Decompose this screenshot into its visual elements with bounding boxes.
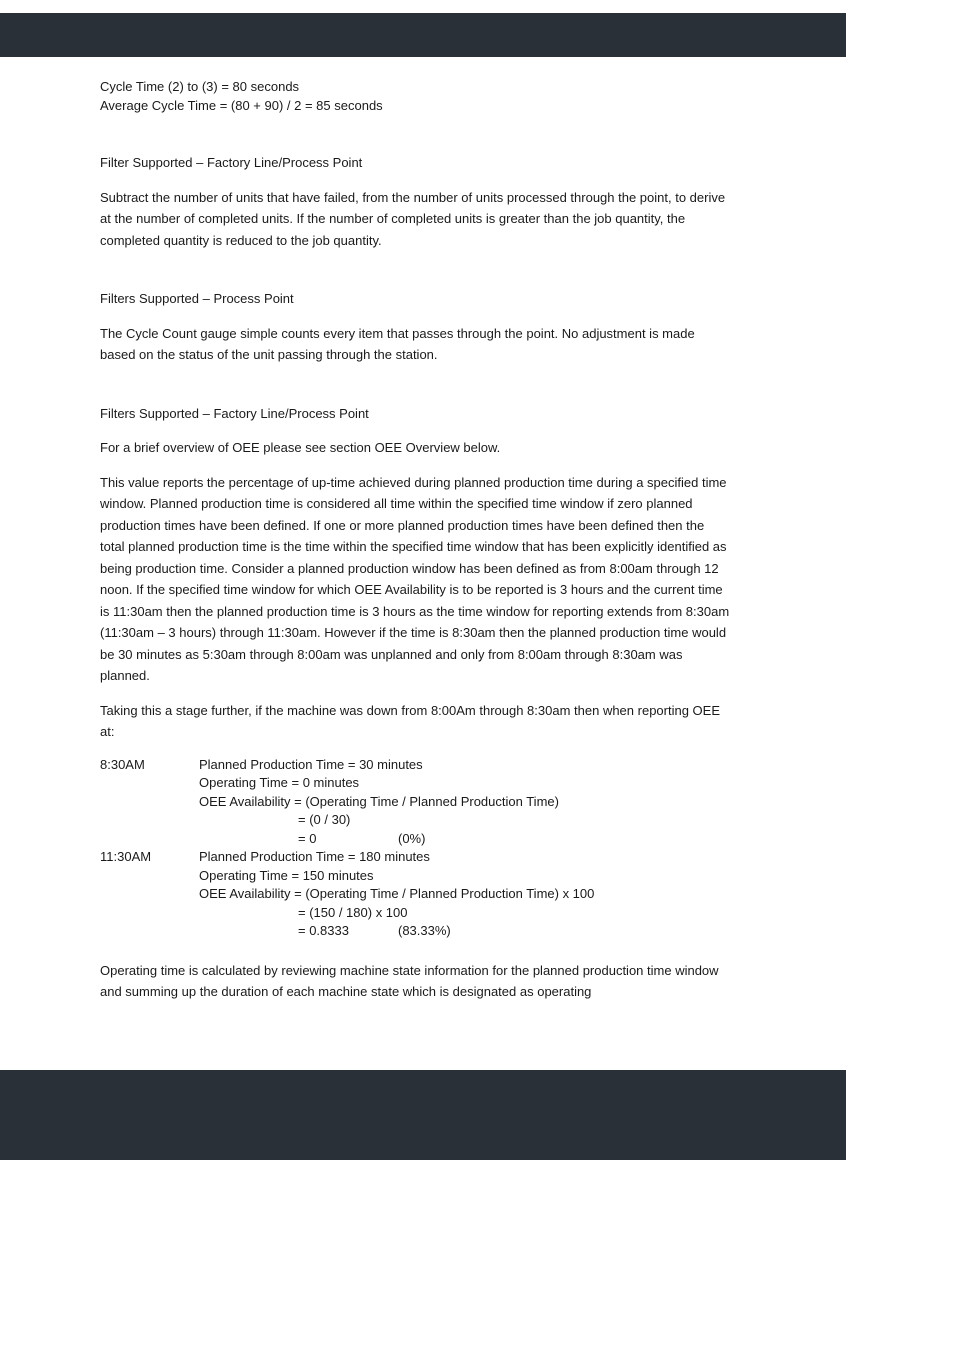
example-line: OEE Availability = (Operating Time / Planned Production Time) <box>199 793 559 809</box>
section-3-paragraph-1: For a brief overview of OEE please see section OEE Overview below. <box>100 440 501 455</box>
example-line: Planned Production Time = 180 minutes <box>199 849 430 864</box>
example-line: Operating Time = 0 minutes <box>199 775 360 790</box>
example-line: Planned Production Time = 30 minutes <box>199 756 423 772</box>
closing-paragraph: Operating time is calculated by reviewing machine state information for the planned production time window and summing up the duration of each machine state which is designated as operating <box>100 962 719 999</box>
example-equation: = (0 / 30) <box>298 812 351 827</box>
section-heading-2: Filters Supported – Process Point <box>100 291 294 306</box>
example-line: Operating Time = 150 minutes <box>199 867 374 883</box>
example-line: OEE Availability = (Operating Time / Planned Production Time) x 100 <box>199 886 595 901</box>
footer-bar <box>0 1070 846 1160</box>
example-result-percent: (83.33%) <box>398 923 451 938</box>
section-2-paragraph: The Cycle Count gauge simple counts every item that passes through the point. No adjustment is made based on the status of the unit passing through the station. <box>100 325 695 362</box>
example-time: 8:30AM <box>100 756 145 772</box>
section-3-paragraph-3: Taking this a stage further, if the machine was down from 8:00Am through 8:30am then when reporting OEE at: <box>100 702 721 739</box>
section-heading-1: Filter Supported – Factory Line/Process Point <box>100 155 363 170</box>
section-3-paragraph-2: This value reports the percentage of up-time achieved during planned production time during a specified time window. Planned production time is considered all time within the specified time window if zero planned production times have been defined. If one or more planned production times have been defined then the total planned production time is the time within the specified time window that has been explicitly identified as being production time. Consider a planned production window has been defined as from 8:00am through 12 noon. If the specified time window for which OEE Availability is to be reported is 3 hours and the current time is 11:30am then the planned production time is 3 hours as the time window for reporting extends from 8:30am (11:30am – 3 hours) through 11:30am. However if the time is 8:30am then the planned production time would be 30 minutes as 5:30am through 8:00am was unplanned and only from 8:00am through 8:30am was planned. <box>100 474 730 683</box>
header-bar <box>0 13 846 57</box>
intro-line-2: Average Cycle Time = (80 + 90) / 2 = 85 seconds <box>100 98 383 113</box>
section-1-paragraph: Subtract the number of units that have failed, from the number of units processed through the point, to derive at the number of completed units. If the number of completed units is greater than the job quantity, the completed quantity is reduced to the job quantity. <box>100 189 726 248</box>
example-result-value: = 0.8333 <box>298 923 349 938</box>
document-body <box>100 77 730 1003</box>
example-result-percent: (0%) <box>398 830 426 846</box>
example-time: 11:30AM <box>100 849 152 864</box>
example-830-row <box>100 756 730 849</box>
oee-example-block <box>100 756 730 941</box>
intro-line-1: Cycle Time (2) to (3) = 80 seconds <box>100 79 300 94</box>
example-equation: = (150 / 180) x 100 <box>298 904 408 920</box>
section-heading-3: Filters Supported – Factory Line/Process Point <box>100 405 369 421</box>
example-result-value: = 0 <box>298 830 317 846</box>
example-1130-row <box>100 848 730 941</box>
